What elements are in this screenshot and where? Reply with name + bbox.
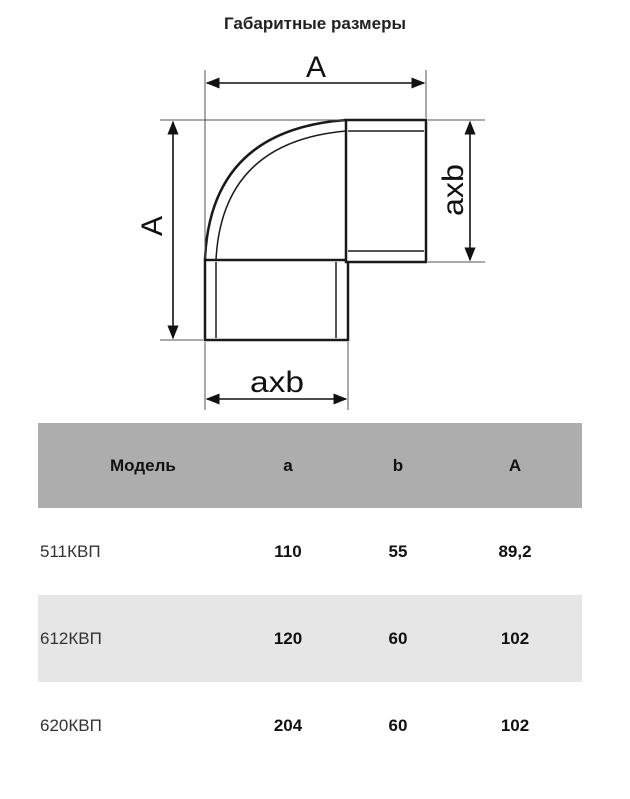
header-a: a (283, 455, 293, 475)
page-title: Габаритные размеры (224, 14, 406, 33)
cell-model: 612КВП (40, 628, 102, 648)
cell-model: 620КВП (40, 715, 102, 735)
label-axb-right: axb (437, 167, 470, 216)
table-row (38, 682, 582, 769)
label-A-top: A (305, 51, 327, 84)
header-A: A (508, 455, 522, 475)
label-A-left: A (136, 215, 169, 237)
table-row (38, 595, 582, 682)
elbow-outline (205, 120, 426, 340)
cell-b: 55 (388, 541, 408, 561)
extension-lines (160, 70, 485, 410)
table-header-row (38, 423, 582, 508)
header-model: Модель (110, 455, 176, 475)
cell-a: 110 (274, 541, 302, 561)
dimensions-table (38, 423, 582, 769)
table-row (38, 508, 582, 595)
cell-b: 60 (388, 628, 408, 648)
header-b: b (392, 455, 404, 475)
cell-A: 89,2 (498, 541, 532, 561)
cell-A: 102 (500, 628, 530, 648)
elbow-dimension-drawing (0, 40, 630, 420)
cell-a: 204 (273, 715, 303, 735)
cell-A: 102 (500, 715, 530, 735)
cell-model: 511КВП (40, 541, 101, 561)
label-axb-bottom: axb (250, 366, 304, 399)
cell-b: 60 (388, 715, 408, 735)
cell-a: 120 (273, 628, 303, 648)
